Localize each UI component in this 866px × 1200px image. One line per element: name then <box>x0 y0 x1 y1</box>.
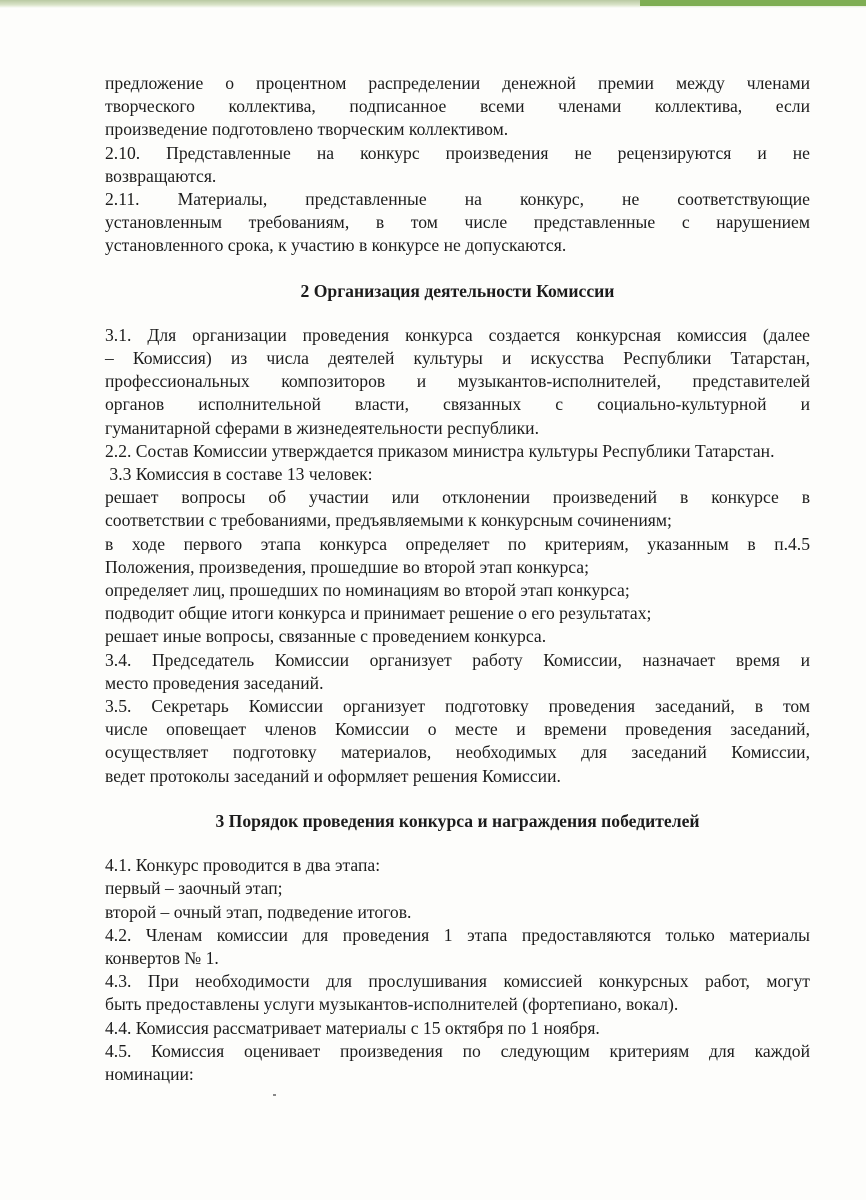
paragraph-stage-two: второй – очный этап, подведение итогов. <box>105 901 412 922</box>
paragraph-4-3 <box>105 970 810 1016</box>
text-line: установленного срока, к участию в конкурсе не допускаются. <box>105 235 567 256</box>
text-line: числе оповещает членов Комиссии о месте и времени проведения заседаний, <box>105 719 810 740</box>
text-line: номинации: <box>105 1063 194 1084</box>
text-line: 4.5. Комиссия оценивает произведения по следующим критериям для каждой <box>105 1040 810 1061</box>
paragraph-3-1 <box>105 324 810 440</box>
section-heading-procedure: 3 Порядок проведения конкурса и награждения победителей <box>215 810 700 831</box>
text-line: в ходе первого этапа конкурса определяет по критериям, указанным в п.4.5 <box>105 533 810 554</box>
text-line: 2.11. Материалы, представленные на конкурс, не соответствующие <box>105 189 810 210</box>
paragraph-4-1: 4.1. Конкурс проводится в два этапа: <box>105 855 381 876</box>
text-line: соответствии с требованиями, предъявляемыми к конкурсным сочинениям; <box>105 510 672 531</box>
paragraph-4-5 <box>105 1040 810 1086</box>
text-line: предложение о процентном распределении денежной премии между членами <box>105 73 810 93</box>
paragraph-stage-one: первый – заочный этап; <box>105 878 283 899</box>
paragraph-other-questions: решает иные вопросы, связанные с проведением конкурса. <box>105 626 547 647</box>
document-page <box>105 72 810 1086</box>
text-line: творческого коллектива, подписанное всеми членами коллектива, если <box>105 96 810 117</box>
text-line: 3.4. Председатель Комиссии организует работу Комиссии, назначает время и <box>105 649 810 670</box>
text-line: решает вопросы об участии или отклонении произведений в конкурсе в <box>105 487 810 508</box>
text-line: конвертов № 1. <box>105 947 219 968</box>
text-line: 3.5. Секретарь Комиссии организует подготовку проведения заседаний, в том <box>105 696 810 717</box>
paragraph-3-5 <box>105 695 810 788</box>
text-line: органов исполнительной власти, связанных с социально-культурной и <box>105 394 810 415</box>
text-line: возвращаются. <box>105 165 217 186</box>
paragraph-2-11 <box>105 188 810 258</box>
text-line: ведет протоколы заседаний и оформляет решения Комиссии. <box>105 765 561 786</box>
scan-green-stripe <box>640 0 866 6</box>
paragraph-premium-proposal <box>105 72 810 142</box>
paragraph-2-10 <box>105 142 810 188</box>
text-line: 3.1. Для организации проведения конкурса создается конкурсная комиссия (далее <box>105 324 810 345</box>
paragraph-4-4: 4.4. Комиссия рассматривает материалы с 15 октября по 1 ноября. <box>105 1017 600 1038</box>
text-line: осуществляет подготовку материалов, необходимых для заседаний Комиссии, <box>105 742 810 763</box>
paragraph-2-2: 2.2. Состав Комиссии утверждается приказом министра культуры Республики Татарстан. <box>105 440 775 461</box>
paragraph-3-3: 3.3 Комиссия в составе 13 человек: <box>105 464 373 485</box>
paragraph-3-4 <box>105 649 810 695</box>
text-line: место проведения заседаний. <box>105 672 324 693</box>
text-line: – Комиссия) из числа деятелей культуры и искусства Республики Татарстан, <box>105 348 810 369</box>
paragraph-sums-up: подводит общие итоги конкурса и принимает решение о его результатах; <box>105 603 652 624</box>
text-line: 4.3. При необходимости для прослушивания комиссией конкурсных работ, могут <box>105 971 810 992</box>
scan-speck <box>273 1094 276 1096</box>
text-line: быть предоставлены услуги музыкантов-исполнителей (фортепиано, вокал). <box>105 994 679 1015</box>
text-line: 4.2. Членам комиссии для проведения 1 этапа предоставляются только материалы <box>105 924 810 945</box>
text-line: гуманитарной сферами в жизнедеятельности республики. <box>105 417 539 438</box>
text-line: Положения, произведения, прошедшие во второй этап конкурса; <box>105 556 589 577</box>
paragraph-first-stage <box>105 533 810 579</box>
text-line: 2.10. Представленные на конкурс произведения не рецензируются и не <box>105 142 810 163</box>
paragraph-4-2 <box>105 924 810 970</box>
scan-top-edge <box>0 0 866 8</box>
text-line: профессиональных композиторов и музыкантов-исполнителей, представителей <box>105 371 810 392</box>
paragraph-determines-persons: определяет лиц, прошедших по номинациям во второй этап конкурса; <box>105 580 630 601</box>
section-heading-commission: 2 Организация деятельности Комиссии <box>300 280 615 301</box>
text-line: произведение подготовлено творческим коллективом. <box>105 119 509 140</box>
paragraph-decides-participation <box>105 486 810 532</box>
text-line: установленным требованиям, в том числе представленные с нарушением <box>105 212 810 233</box>
